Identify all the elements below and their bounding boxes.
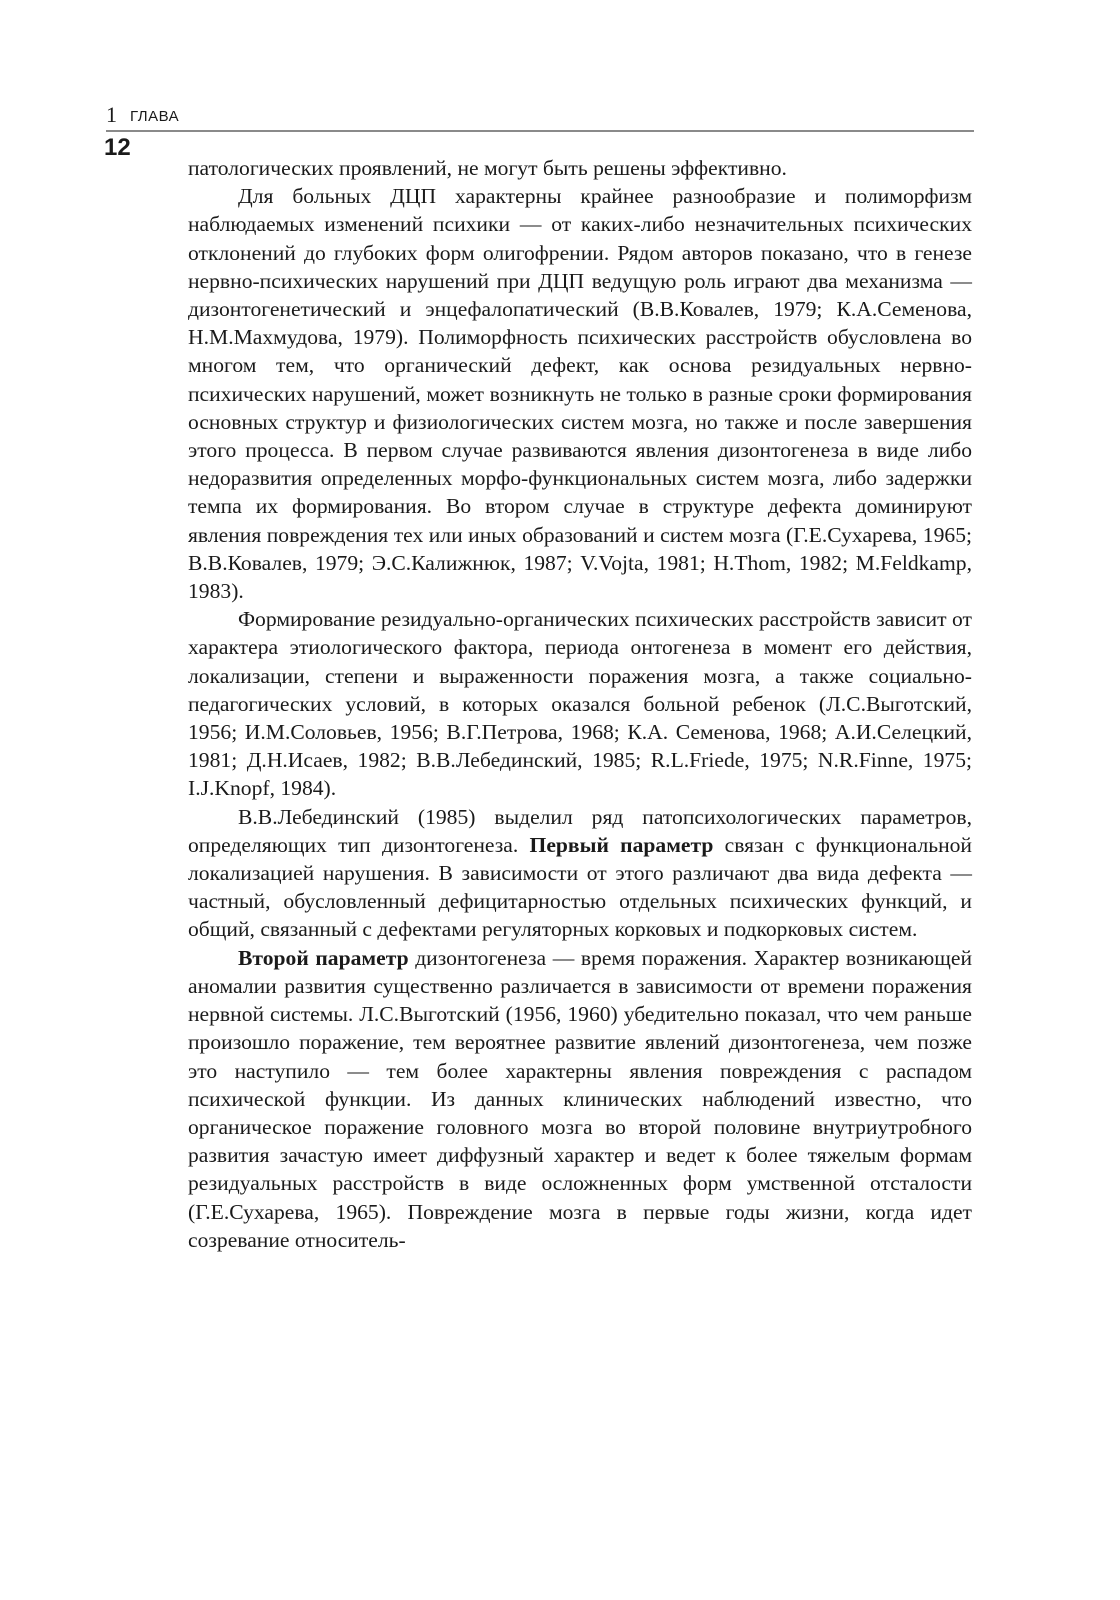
paragraph-formation: Формирование резидуально-органических психических расстройств зависит от характера этиологического фактора, периода онтогенеза в момент его действия, локализации, степени и выраженности поражения мозга, а также социально-педагогических условий, в которых оказался больной ребенок (Л.С.Выготский, 1956; И.М.Соловьев, 1956; В.Г.Петрова, 1968; К.А. Семенова, 1968; А.И.Селецкий, 1981; Д.Н.Исаев, 1982; В.В.Лебединский, 1985; R.L.Friede, 1975; N.R.Finne, 1975; I.J.Knopf, 1984). (188, 607, 972, 801)
page-number: 12 (104, 134, 131, 161)
term-first-parameter: Первый параметр (529, 832, 714, 857)
paragraph-text: дизонтогенеза — время поражения. Характер возникающей аномалии развития существенно различается в зависимости от времени поражения нервной системы. Л.С.Выготский (1956, 1960) убедительно показал, что чем раньше произошло поражение, тем вероятнее развитие явлений дизонтогенеза, чем позже это наступило — тем более характерны явления повреждения с распадом психической функции. Из данных клинических наблюдений известно, что органическое поражение головного мозга во второй половине внутриутробного развития зачастую имеет диффузный характер и ведет к более тяжелым формам резидуальных расстройств в виде осложненных форм умственной отсталости (Г.Е.Сухарева, 1965). Повреждение мозга в первые годы жизни, когда идет созревание относитель- (188, 945, 972, 1252)
term-second-parameter: Второй параметр (238, 945, 409, 970)
paragraph-continuation: патологических проявлений, не могут быть решены эффективно. (188, 156, 787, 180)
paragraph-text: связан с функциональной локализацией нарушения. В зависимости от этого различают два вида дефекта — частный, обусловленный дефицитарностью отдельных психических функций, и общий, связанный с дефектами регуляторных корковых и подкорковых систем. (188, 832, 972, 942)
paragraph-text: В.В.Лебединский (1985) выделил ряд патопсихологических параметров, определяющих тип дизонтогенеза. (188, 804, 972, 857)
paragraph-polymorphism: Для больных ДЦП характерны крайнее разнообразие и полиморфизм наблюдаемых изменений психики — от каких-либо незначительных психических отклонений до глубоких форм олигофрении. Рядом авторов показано, что в генезе нервно-психических нарушений при ДЦП ведущую роль играют два механизма — дизонтогенетический и энцефалопатический (В.В.Ковалев, 1979; К.А.Семенова, Н.М.Махмудова, 1979). Полиморфность психических расстройств обусловлена во многом тем, что органический дефект, как основа резидуальных нервно-психических нарушений, может возникнуть не только в разные сроки формирования основных структур и физиологических систем мозга, но также и после завершения этого процесса. В первом случае развиваются явления дизонтогенеза в виде либо недоразвития определенных морфо-функциональных систем мозга, либо задержки темпа их формирования. Во втором случае в структуре дефекта доминируют явления повреждения тех или иных образований и систем мозга (Г.Е.Сухарева, 1965; В.В.Ковалев, 1979; Э.С.Калижнюк, 1987; V.Vojta, 1981; H.Thom, 1982; M.Feldkamp, 1983). (188, 184, 972, 604)
running-head (106, 100, 974, 132)
paragraph-first-parameter (188, 803, 972, 944)
chapter-number: 1 (106, 102, 117, 127)
paragraph-second-parameter (188, 944, 972, 1254)
chapter-word: ГЛАВА (130, 108, 180, 125)
text-body (188, 154, 972, 1254)
